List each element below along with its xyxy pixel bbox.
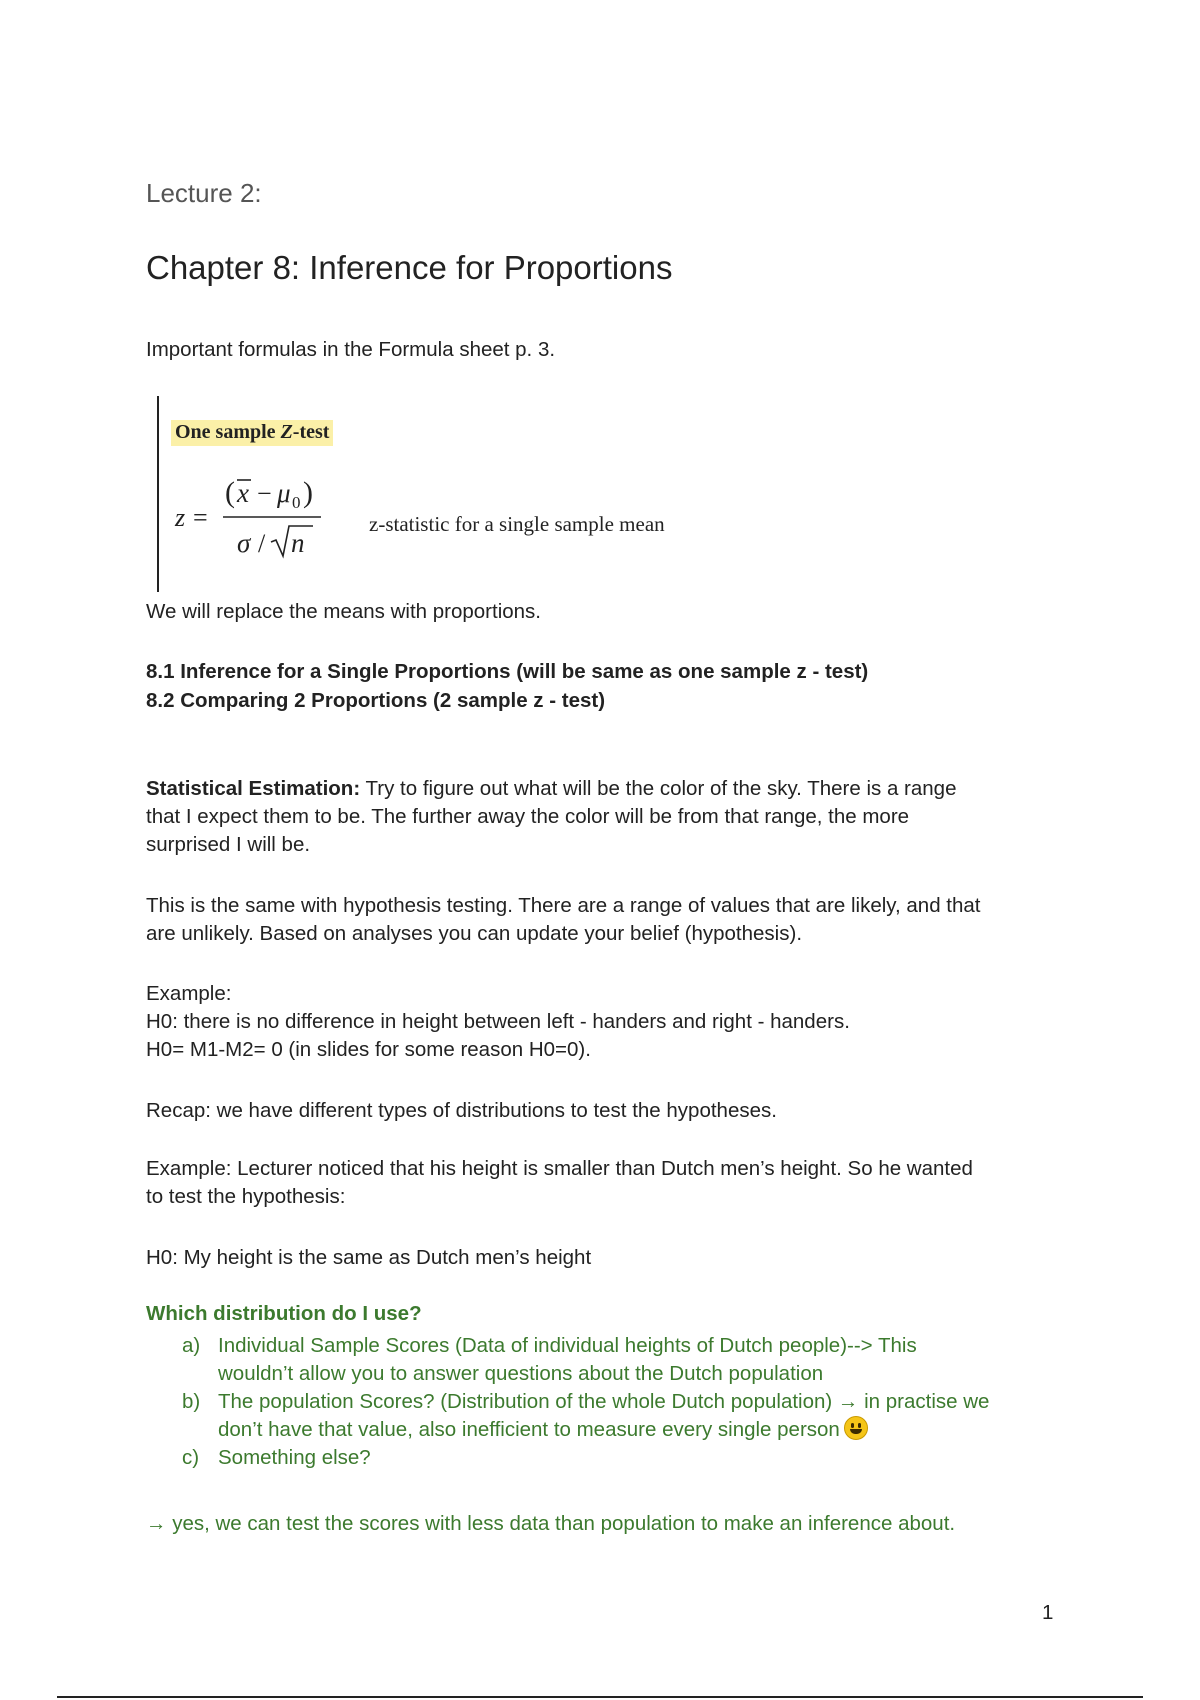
example-one-line: H0= M1-M2= 0 (in slides for some reason H0=0). [146, 1038, 591, 1061]
section-headings [146, 657, 868, 715]
svg-text:0: 0 [292, 493, 301, 512]
hypothesis-line: are unlikely. Based on analyses you can update your belief (hypothesis). [146, 922, 803, 945]
section-heading: 8.1 Inference for a Single Proportions (will be same as one sample z - test) [146, 660, 869, 683]
svg-text:x: x [237, 478, 249, 508]
section-heading: 8.2 Comparing 2 Proportions (2 sample z - test) [146, 689, 606, 712]
example-one [146, 980, 850, 1064]
formula-caption: z-statistic for a single sample mean [369, 512, 665, 536]
formulas-note: Important formulas in the Formula sheet p. 3. [146, 338, 556, 361]
formula-title-suffix: -test [292, 421, 330, 443]
svg-text:−: − [257, 479, 272, 508]
estimation-label: Statistical Estimation: [146, 777, 361, 800]
svg-text:(: ( [225, 476, 235, 509]
svg-text:=: = [193, 503, 208, 532]
svg-text:): ) [303, 476, 313, 509]
example-two [146, 1155, 973, 1211]
option-line: Something else? [218, 1446, 371, 1469]
chapter-title: Chapter 8: Inference for Proportions [146, 249, 673, 286]
hypothesis-paragraph [146, 892, 981, 948]
estimation-line: that I expect them to be. The further away the color will be from that range, the more [146, 805, 910, 828]
option-marker: b) [182, 1390, 201, 1413]
example-two-line: to test the hypothesis: [146, 1185, 346, 1208]
formula-title [171, 420, 333, 446]
svg-text:μ: μ [277, 478, 291, 508]
svg-text:/: / [258, 529, 266, 558]
z-statistic-formula [173, 466, 343, 566]
replace-note: We will replace the means with proportions. [146, 600, 541, 623]
option-line-with-emoji [218, 1416, 1062, 1444]
option-line: don’t have that value, also inefficient to measure every single person [218, 1418, 840, 1441]
list-item [182, 1388, 1062, 1444]
footer-divider [57, 1696, 1143, 1698]
recap-line: Recap: we have different types of distributions to test the hypotheses. [146, 1099, 777, 1122]
hypothesis-line: This is the same with hypothesis testing. There are a range of values that are likely, and that [146, 894, 981, 917]
distribution-question: Which distribution do I use? [146, 1302, 422, 1325]
option-marker: c) [182, 1446, 200, 1469]
h0-height-line: H0: My height is the same as Dutch men’s height [146, 1246, 592, 1269]
option-line: wouldn’t allow you to answer questions about the Dutch population [218, 1362, 824, 1385]
conclusion-line: → yes, we can test the scores with less data than population to make an inference about. [146, 1512, 956, 1535]
page-number: 1 [1042, 1601, 1054, 1624]
example-one-line: Example: [146, 982, 232, 1005]
estimation-paragraph [146, 775, 956, 859]
formula-title-prefix: One sample [175, 421, 281, 443]
smiley-face-icon [844, 1416, 868, 1440]
svg-text:n: n [291, 528, 305, 558]
formula-title-z: Z [280, 421, 293, 443]
option-line: Individual Sample Scores (Data of individual heights of Dutch people)--> This [218, 1334, 917, 1357]
estimation-line: Try to figure out what will be the color of the sky. There is a range [360, 777, 957, 800]
svg-text:σ: σ [237, 528, 251, 558]
list-item [182, 1332, 1062, 1388]
option-line: The population Scores? (Distribution of the whole Dutch population) → in practise we [218, 1390, 990, 1413]
example-one-line: H0: there is no difference in height between left - handers and right - handers. [146, 1010, 850, 1033]
estimation-line: surprised I will be. [146, 833, 311, 856]
options-list [182, 1332, 1062, 1472]
list-item [182, 1444, 1062, 1472]
example-two-line: Example: Lecturer noticed that his height is smaller than Dutch men’s height. So he wanted [146, 1157, 973, 1180]
svg-text:z: z [175, 503, 186, 532]
option-marker: a) [182, 1334, 201, 1357]
formula-box [157, 396, 759, 592]
lecture-label: Lecture 2: [146, 178, 262, 208]
